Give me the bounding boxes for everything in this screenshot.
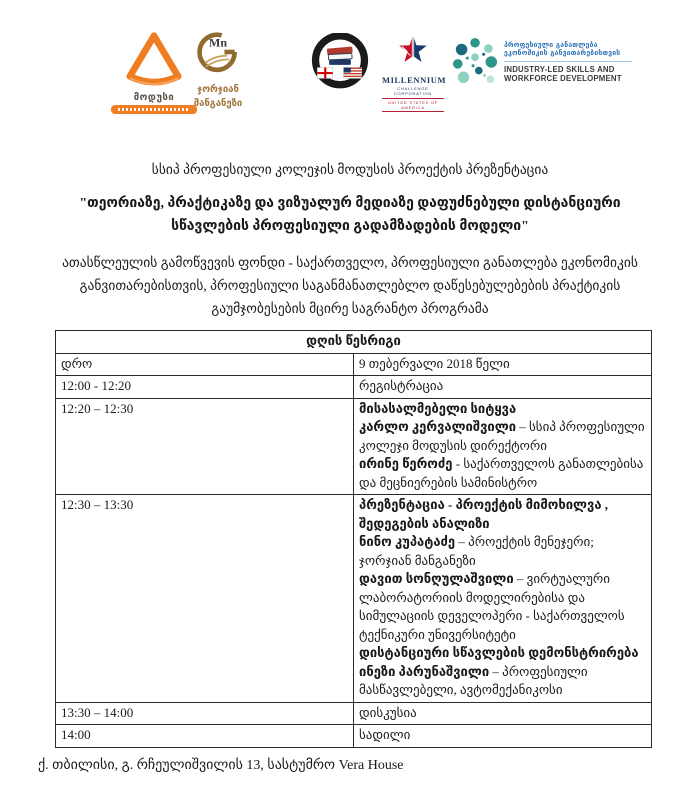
agenda-content-cell	[354, 495, 652, 703]
table-row	[56, 495, 652, 703]
skills-logo-en-line1: INDUSTRY-LED SKILLS AND	[504, 64, 615, 74]
agenda-time-cell: 14:00	[56, 725, 354, 748]
agenda-title: დღის წესრიგი	[56, 331, 652, 354]
presentation-title: "თეორიაზე, პრაქტიკაზე და ვიზუალურ მედიაზე დაფუძნებული დისტანციური სწავლების პროფესიული გადამზადების მოდელი"	[79, 196, 621, 234]
agenda-time-cell: 12:20 – 12:30	[56, 398, 354, 495]
agenda-content-cell	[354, 353, 652, 376]
agenda-content-cell	[354, 398, 652, 495]
speaker-name: ინეზი პარუნაშვილი	[359, 663, 490, 679]
modus-logo-title: მოდუსი	[133, 92, 175, 103]
table-row	[56, 702, 652, 725]
svg-text:Mn: Mn	[209, 35, 227, 50]
skills-logo-ka-line1: პროფესიული განათლება	[504, 40, 598, 49]
agenda-time-cell: 12:30 – 13:30	[56, 495, 354, 703]
agenda-content-cell	[354, 376, 652, 399]
agenda-time-cell: 12:00 - 12:20	[56, 376, 354, 399]
skills-logo-divider	[504, 61, 632, 62]
manganese-logo-text-line2: მანგანეზი	[193, 98, 243, 109]
agenda-content-cell	[354, 702, 652, 725]
manganese-g-icon	[194, 28, 242, 76]
agenda-table	[55, 330, 652, 748]
speaker-role: – პროექტის მენეჯერი; ჯორჯიან მანგანეზი	[359, 534, 594, 568]
modus-triangle-icon	[123, 30, 185, 86]
speaker-name: ირინე წეროძე	[359, 456, 453, 471]
table-row	[56, 398, 652, 495]
agenda-heading: პრეზენტაცია - პროექტის მიმოხილვა , შედეგების ანალიზი	[359, 497, 609, 531]
industry-skills-logo	[452, 36, 638, 86]
mcc-logo-subtitle: CHALLENGE CORPORATION	[393, 86, 433, 96]
seal-icon	[311, 33, 369, 93]
partner-logos-row	[0, 0, 700, 118]
table-row	[56, 331, 652, 354]
mcc-star-icon	[393, 33, 433, 69]
agenda-text: 9 თებერვალი 2018 წელი	[359, 355, 510, 371]
agenda-text: სადილი	[359, 727, 411, 742]
georgian-flag-icon	[317, 68, 332, 79]
skills-network-icon	[452, 36, 498, 86]
agenda-time-cell: დრო	[56, 353, 354, 376]
georgian-manganese-logo	[184, 28, 252, 109]
speaker-role: – ვირტუალური ლაბორატორიის მოდელირებისა და სიმულაციის დეველოპერი - საქართველოს ტექნიკური უნივერსიტეტი	[359, 571, 625, 642]
agenda-text: დისკუსია	[359, 704, 417, 720]
millennium-challenge-logo	[382, 33, 447, 114]
program-description: ათასწლეულის გამოწვევის ფონდი - საქართველო, პროფესიული განათლება ეკონომიკის განვითარებისთვის, პროფესიული საგანმანათლებლო დაწესებულებების პრაქტიკის გაუმჯობესების მცირე საგრანტო პროგრამა	[62, 255, 638, 316]
table-row	[56, 353, 652, 376]
agenda-heading: დისტანციური სწავლების დემონსტრირება	[359, 645, 639, 660]
agenda-content-cell	[354, 725, 652, 748]
mcc-logo-name: MILLENNIUM	[382, 75, 447, 85]
us-flag-icon	[344, 68, 362, 79]
speaker-role: - საქართველოს განათლებისა და მეცნიერების სამინისტრო	[359, 456, 644, 490]
agenda-heading: მისასალმებელი სიტყვა	[359, 400, 517, 416]
agenda-time-cell: 13:30 – 14:00	[56, 702, 354, 725]
skills-logo-ka-line2: ეკონომიკის განვითარებისთვის	[504, 49, 621, 57]
venue-address: ქ. თბილისი, გ. რჩეულიშვილის 13, სასტუმრო Vera House	[38, 758, 404, 773]
table-row	[56, 376, 652, 399]
presentation-subtitle: სსიპ პროფესიული კოლეჯის მოდუსის პროექტის პრეზენტაცია	[151, 162, 549, 177]
speaker-name: კარლო კერვალიშვილი	[359, 419, 517, 434]
table-row	[56, 725, 652, 748]
intro-section	[0, 162, 700, 320]
education-seal-logo	[310, 33, 370, 98]
speaker-role: – პროფესიული მასწავლებელი, ავტომექანიკოსი	[359, 663, 588, 697]
speaker-role: – სსიპ პროფესიული კოლეჯი მოდუსის დირექტორი	[359, 419, 645, 453]
speaker-name: ნინო კუპატაძე	[359, 534, 456, 549]
skills-logo-en-line2: WORKFORCE DEVELOPMENT	[504, 74, 622, 83]
manganese-logo-text-line1: ჯორჯიან	[197, 84, 239, 95]
agenda-text: რეგისტრაცია	[359, 378, 444, 393]
speaker-name: დავით სონღულაშვილი	[359, 571, 514, 586]
mcc-logo-usa: UNITED STATES OF AMERICA	[382, 98, 444, 112]
